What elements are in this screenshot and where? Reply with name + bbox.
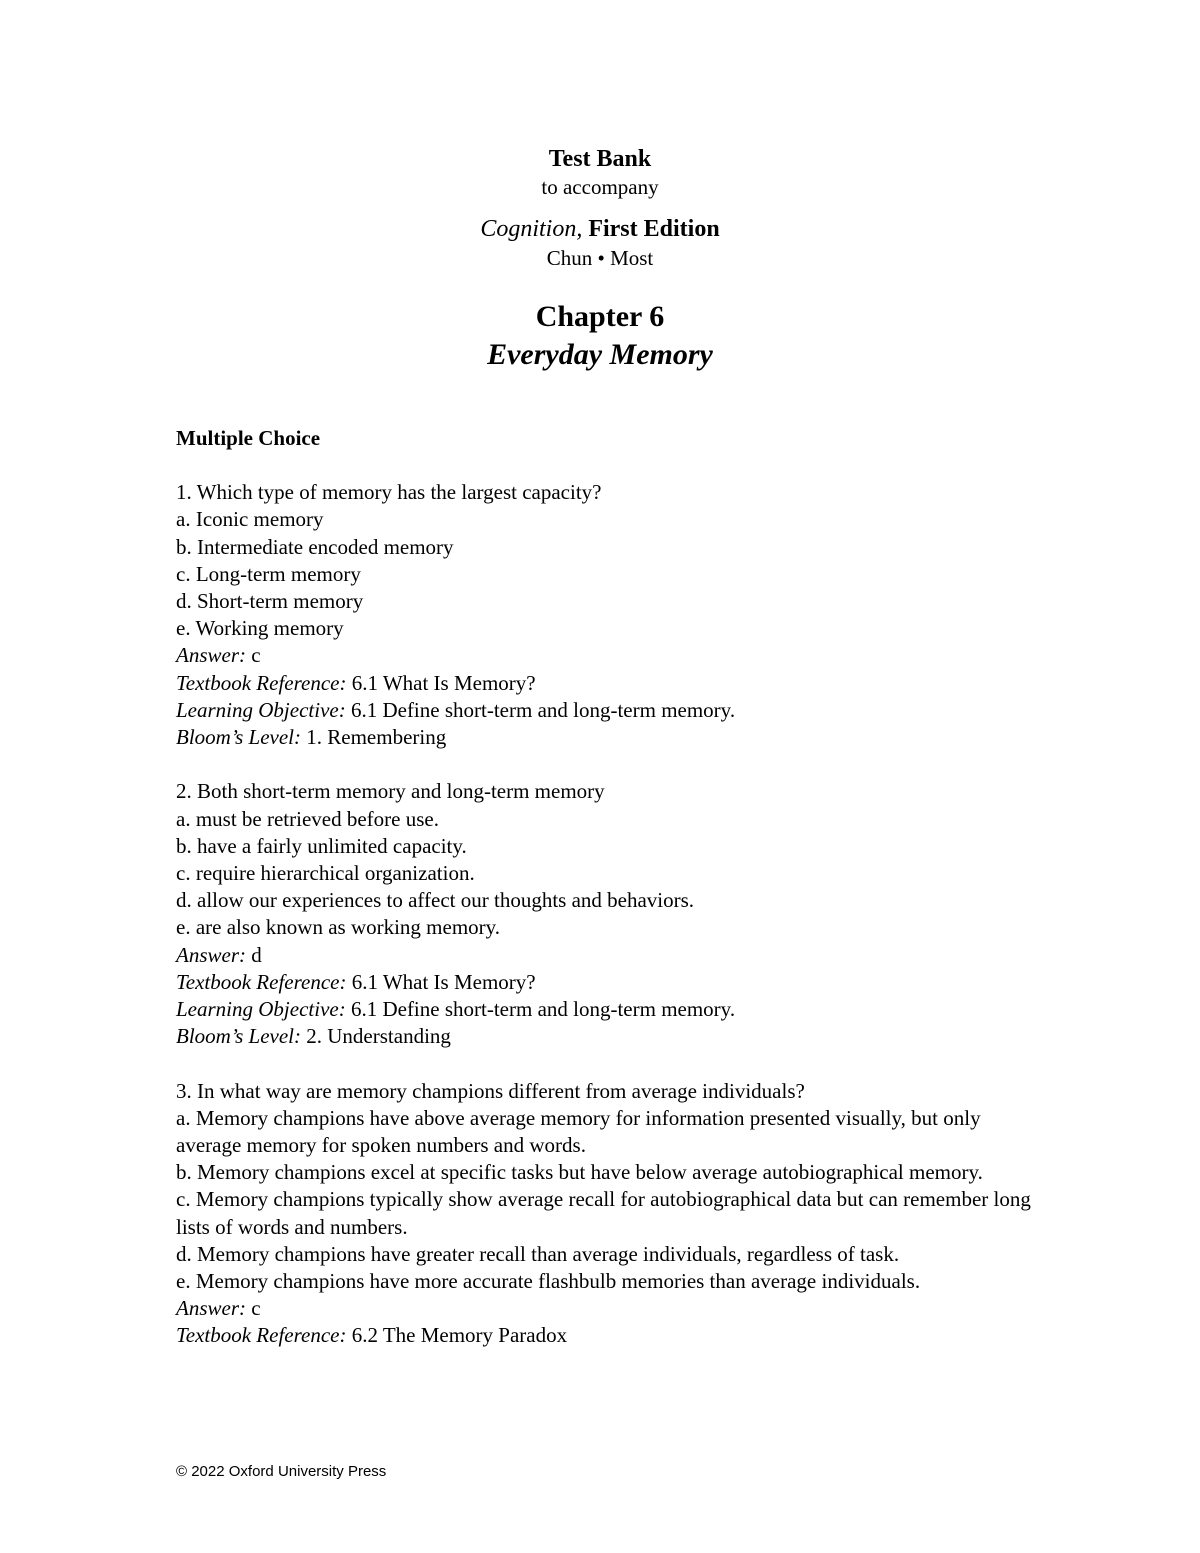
- reference-value: 6.1 What Is Memory?: [351, 670, 536, 695]
- blooms-value: 2. Understanding: [306, 1024, 451, 1049]
- copyright-footer: © 2022 Oxford University Press: [176, 1463, 387, 1480]
- chapter-number: Chapter 6: [535, 300, 665, 333]
- answer-option: e. are also known as working memory.: [176, 915, 501, 940]
- answer-option: a. Iconic memory: [176, 507, 324, 532]
- answer-value: d: [251, 942, 262, 967]
- book-title: Cognition,: [480, 216, 583, 242]
- document-subtitle: to accompany: [541, 175, 659, 199]
- book-title-line: [0, 214, 1200, 244]
- book-edition: First Edition: [588, 216, 720, 242]
- answer-option: b. Memory champions excel at specific tasks but have below average autobiographical memory.: [176, 1160, 983, 1185]
- blooms-label: Bloom’s Level:: [176, 1024, 302, 1049]
- question-3: [176, 1078, 1036, 1350]
- answer-option: e. Memory champions have more accurate flashbulb memories than average individuals.: [176, 1269, 921, 1294]
- blooms-line: [176, 1023, 1036, 1050]
- chapter-title: Everyday Memory: [487, 338, 713, 371]
- blooms-line: [176, 724, 1036, 751]
- question-list: [176, 425, 1036, 1377]
- answer-line: [176, 642, 1036, 669]
- question-stem: 2. Both short-term memory and long-term memory: [176, 779, 605, 804]
- reference-label: Textbook Reference:: [176, 670, 347, 695]
- reference-line: [176, 969, 1036, 996]
- reference-line: [176, 670, 1036, 697]
- document-title: Test Bank: [548, 146, 652, 172]
- objective-label: Learning Objective:: [176, 697, 346, 722]
- answer-option: c. Long-term memory: [176, 561, 361, 586]
- answer-option: a. must be retrieved before use.: [176, 806, 439, 831]
- question-stem: 3. In what way are memory champions different from average individuals?: [176, 1078, 805, 1103]
- section-heading: Multiple Choice: [176, 426, 321, 450]
- answer-value: c: [251, 1296, 261, 1321]
- answer-option: b. have a fairly unlimited capacity.: [176, 833, 467, 858]
- answer-label: Answer:: [176, 942, 246, 967]
- reference-label: Textbook Reference:: [176, 1323, 347, 1348]
- answer-line: [176, 942, 1036, 969]
- answer-option: d. Memory champions have greater recall than average individuals, regardless of task.: [176, 1241, 900, 1266]
- answer-line: [176, 1295, 1036, 1322]
- book-authors: Chun • Most: [546, 246, 654, 270]
- answer-option: d. allow our experiences to affect our thoughts and behaviors.: [176, 888, 695, 913]
- answer-option: c. Memory champions typically show average recall for autobiographical data but can remember long lists of words and numbers.: [176, 1187, 1031, 1239]
- answer-option: b. Intermediate encoded memory: [176, 534, 454, 559]
- blooms-label: Bloom’s Level:: [176, 725, 302, 750]
- objective-line: [176, 996, 1036, 1023]
- answer-value: c: [251, 643, 261, 668]
- reference-line: [176, 1322, 1036, 1349]
- answer-label: Answer:: [176, 643, 246, 668]
- answer-option: a. Memory champions have above average memory for information presented visually, but only average memory for spoken numbers and words.: [176, 1105, 981, 1158]
- answer-label: Answer:: [176, 1296, 246, 1321]
- question-stem: 1. Which type of memory has the largest capacity?: [176, 480, 602, 505]
- objective-value: 6.1 Define short-term and long-term memory.: [350, 997, 736, 1022]
- reference-value: 6.2 The Memory Paradox: [351, 1323, 568, 1348]
- answer-option: d. Short-term memory: [176, 589, 364, 614]
- objective-line: [176, 697, 1036, 724]
- reference-value: 6.1 What Is Memory?: [351, 969, 536, 994]
- reference-label: Textbook Reference:: [176, 969, 347, 994]
- question-1: [176, 479, 1036, 751]
- answer-option: e. Working memory: [176, 616, 344, 641]
- answer-option: c. require hierarchical organization.: [176, 861, 475, 886]
- question-2: [176, 778, 1036, 1050]
- blooms-value: 1. Remembering: [306, 725, 447, 750]
- objective-value: 6.1 Define short-term and long-term memory.: [350, 697, 736, 722]
- objective-label: Learning Objective:: [176, 997, 346, 1022]
